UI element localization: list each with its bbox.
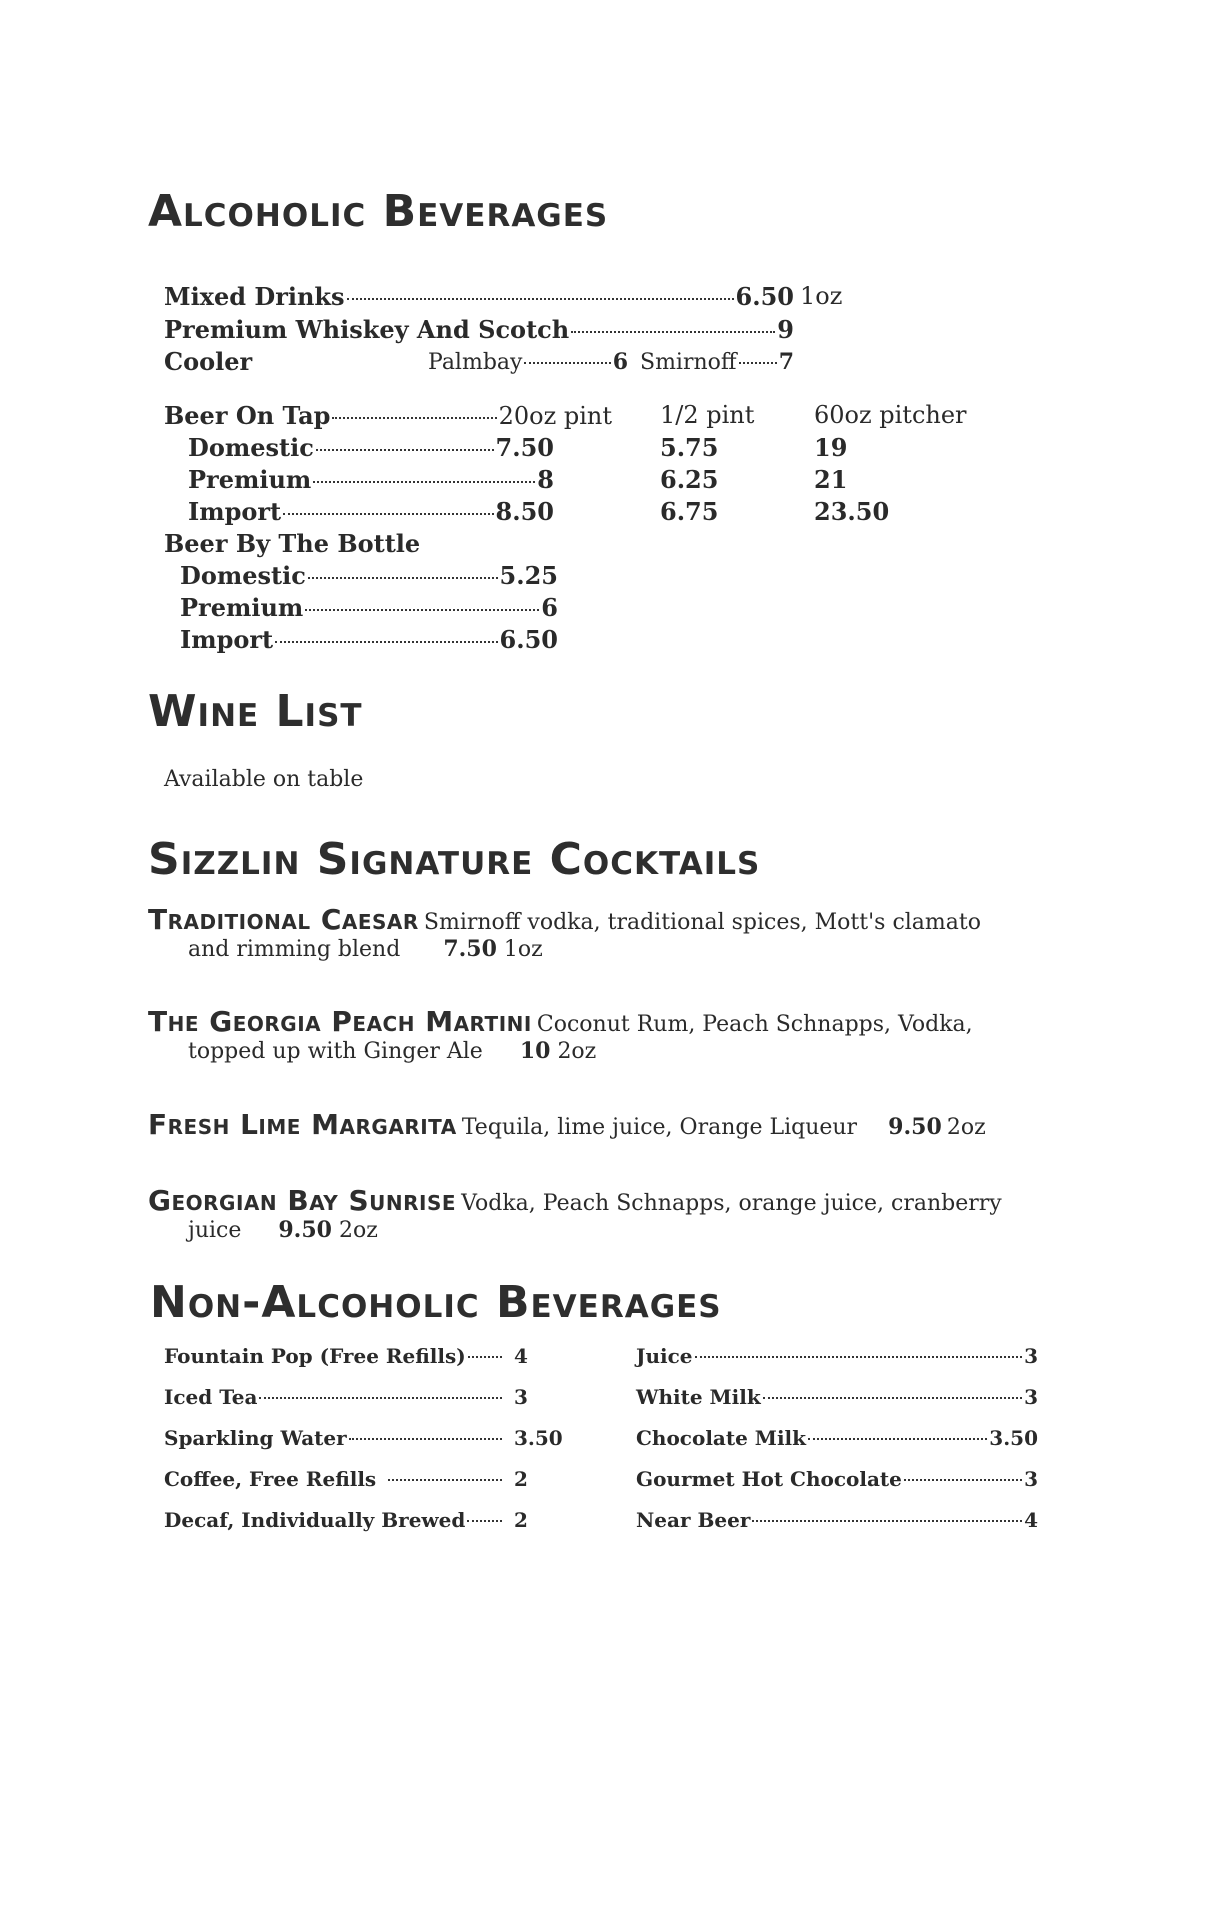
cocktail-item: [148, 1184, 1002, 1217]
drink-name: Sparkling Water: [164, 1426, 347, 1450]
tap-row-name: Import: [188, 497, 282, 526]
cocktail-item-cont: [188, 1217, 378, 1243]
bottle-row-domestic: [180, 561, 558, 590]
tap-col-20oz: 20oz pint: [498, 402, 612, 430]
wine-note: Available on table: [164, 767, 364, 792]
tap-col-half-pint: 1/2 pint: [660, 401, 755, 429]
leader-dots: [313, 481, 535, 483]
drink-price: 3: [1024, 1385, 1038, 1409]
drink-name: White Milk: [636, 1385, 761, 1409]
whiskey-label: Premium Whiskey And Scotch: [164, 315, 570, 344]
drink-price: 3: [514, 1385, 528, 1409]
tap-domestic-pitcher: 19: [814, 433, 848, 462]
bottle-row-price: 6: [541, 593, 558, 622]
drink-name: Iced Tea: [164, 1385, 258, 1409]
beer-on-tap-row: [164, 401, 612, 430]
cocktail-unit: 2oz: [338, 1218, 378, 1243]
bottle-row-import: [180, 625, 558, 654]
cocktail-price: 9.50: [278, 1217, 332, 1243]
whiskey-row: [164, 315, 794, 344]
leader-dots: [308, 577, 498, 579]
leader-dots: [316, 449, 494, 451]
nonalcoholic-heading: Non-Alcoholic Beverages: [150, 1277, 722, 1328]
cocktail-unit: 2oz: [557, 1039, 597, 1064]
leader-dots: [808, 1438, 987, 1440]
bottle-row-price: 6.50: [499, 625, 558, 654]
leader-dots: [467, 1520, 502, 1522]
drink-price: 4: [1024, 1508, 1038, 1532]
mixed-drinks-label: Mixed Drinks: [164, 282, 345, 311]
bottle-row-name: Premium: [180, 593, 304, 622]
drink-price: 3: [1024, 1344, 1038, 1368]
tap-import-pitcher: 23.50: [814, 497, 890, 526]
wine-heading: Wine List: [148, 686, 363, 737]
alcoholic-heading: Alcoholic Beverages: [148, 186, 609, 237]
cooler-option-price: 6: [612, 349, 628, 375]
leader-dots: [739, 362, 777, 364]
drink-price: 3.50: [989, 1426, 1038, 1450]
nonalc-left-item: [164, 1467, 504, 1491]
leader-dots: [349, 1438, 502, 1440]
tap-row-name: Premium: [188, 465, 312, 494]
cocktail-desc: Coconut Rum, Peach Schnapps, Vodka,: [536, 1012, 973, 1037]
cocktail-item-cont: [188, 1038, 596, 1064]
tap-row-premium: [188, 465, 554, 494]
leader-dots: [283, 513, 493, 515]
leader-dots: [347, 298, 734, 300]
cocktails-heading: Sizzlin Signature Cocktails: [148, 834, 761, 885]
cooler-label: Cooler: [164, 347, 253, 376]
tap-premium-pitcher: 21: [814, 465, 848, 494]
nonalc-left-item: [164, 1385, 504, 1409]
cocktail-name: Traditional Caesar: [148, 903, 419, 936]
drink-name: Near Beer: [636, 1508, 751, 1532]
drink-name: Chocolate Milk: [636, 1426, 806, 1450]
leader-dots: [388, 1479, 502, 1481]
cooler-option-price: 7: [778, 349, 794, 375]
drink-name: Decaf, Individually Brewed: [164, 1508, 466, 1532]
bottle-row-name: Domestic: [180, 561, 306, 590]
tap-row-pint-price: 8.50: [495, 497, 554, 526]
drink-price: 2: [514, 1508, 528, 1532]
mixed-drinks-row: [164, 282, 794, 311]
cocktail-item: [148, 1108, 986, 1141]
nonalc-right-item: [636, 1508, 1038, 1532]
cocktail-price: 9.50: [888, 1114, 942, 1140]
cocktail-price: 7.50: [443, 936, 497, 962]
mixed-drinks-unit: 1oz: [800, 282, 843, 310]
cooler-option-palmbay: [428, 349, 628, 375]
cocktail-item-cont: [188, 936, 543, 962]
cocktail-desc-cont: and rimming blend: [188, 937, 401, 962]
leader-dots: [468, 1356, 502, 1358]
drink-price: 3.50: [514, 1426, 563, 1450]
leader-dots: [695, 1356, 1023, 1358]
tap-premium-half: 6.25: [660, 465, 719, 494]
drink-name: Coffee, Free Refills: [164, 1467, 377, 1491]
tap-row-name: Domestic: [188, 433, 314, 462]
leader-dots: [275, 641, 497, 643]
cooler-option-name: Palmbay: [428, 350, 523, 375]
cocktail-price: 10: [519, 1038, 551, 1064]
nonalc-left-item: [164, 1426, 504, 1450]
mixed-drinks-price: 6.50: [735, 282, 794, 311]
bottle-row-premium: [180, 593, 558, 622]
bottle-row-price: 5.25: [499, 561, 558, 590]
tap-row-pint-price: 7.50: [495, 433, 554, 462]
nonalc-right-item: [636, 1385, 1038, 1409]
cooler-option-smirnoff: [640, 349, 794, 375]
drink-price: 3: [1024, 1467, 1038, 1491]
nonalc-left-item: [164, 1508, 504, 1532]
tap-row-import: [188, 497, 554, 526]
drink-price: 4: [514, 1344, 528, 1368]
cocktail-desc: Smirnoff vodka, traditional spices, Mott's clamato: [423, 910, 981, 935]
tap-domestic-half: 5.75: [660, 433, 719, 462]
drink-name: Fountain Pop (Free Refills): [164, 1344, 466, 1368]
cocktail-item: [148, 903, 981, 936]
nonalc-right-item: [636, 1426, 1038, 1450]
cocktail-name: The Georgia Peach Martini: [148, 1005, 532, 1038]
cocktail-desc: Tequila, lime juice, Orange Liqueur: [461, 1115, 858, 1140]
beer-by-bottle-label: Beer By The Bottle: [164, 529, 421, 558]
cocktail-unit: 2oz: [946, 1115, 986, 1140]
leader-dots: [305, 609, 539, 611]
tap-import-half: 6.75: [660, 497, 719, 526]
cocktail-item: [148, 1005, 973, 1038]
cocktail-desc-cont: topped up with Ginger Ale: [188, 1039, 483, 1064]
beer-on-tap-label: Beer On Tap: [164, 401, 331, 430]
nonalc-right-item: [636, 1344, 1038, 1368]
cocktail-name: Georgian Bay Sunrise: [148, 1184, 457, 1217]
nonalc-right-item: [636, 1467, 1038, 1491]
cocktail-desc: Vodka, Peach Schnapps, orange juice, cranberry: [461, 1191, 1002, 1216]
cooler-option-name: Smirnoff: [640, 350, 737, 375]
tap-col-pitcher: 60oz pitcher: [814, 401, 967, 429]
whiskey-price: 9: [777, 315, 794, 344]
leader-dots: [571, 331, 775, 333]
drink-price: 2: [514, 1467, 528, 1491]
bottle-row-name: Import: [180, 625, 274, 654]
leader-dots: [904, 1479, 1022, 1481]
cocktail-name: Fresh Lime Margarita: [148, 1108, 457, 1141]
leader-dots: [332, 417, 496, 419]
leader-dots: [259, 1397, 502, 1399]
leader-dots: [763, 1397, 1022, 1399]
leader-dots: [524, 362, 610, 364]
nonalc-left-item: [164, 1344, 504, 1368]
tap-row-pint-price: 8: [537, 465, 554, 494]
cocktail-unit: 1oz: [503, 937, 543, 962]
drink-name: Juice: [636, 1344, 693, 1368]
leader-dots: [752, 1520, 1022, 1522]
drink-name: Gourmet Hot Chocolate: [636, 1467, 902, 1491]
tap-row-domestic: [188, 433, 554, 462]
cocktail-desc-cont: juice: [188, 1218, 242, 1243]
